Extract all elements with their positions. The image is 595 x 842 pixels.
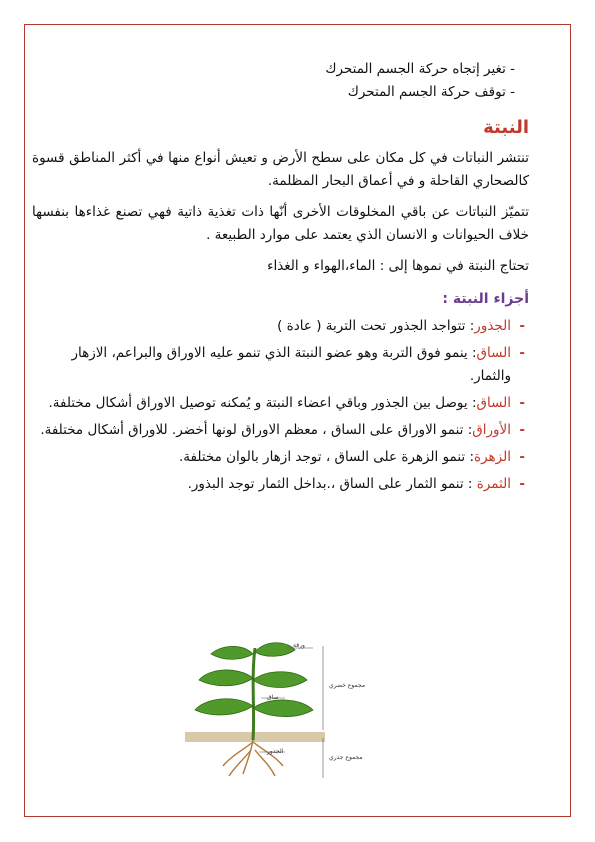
document-body: [32, 58, 529, 496]
intro-bullet-2: - توقف حركة الجسم المتحرك: [347, 84, 515, 100]
stem-shape: [253, 648, 255, 740]
leaf-mid-right: [253, 672, 307, 688]
part-text: : تنمو الزهرة على الساق ، توجد ازهار بالوان مختلفة.: [179, 449, 475, 465]
paragraph-distribution: تنتشر النباتات في كل مكان على سطح الأرض و تعيش أنواع منها في أكثر المناطق قسوة كالصحاري القاحلة و في أعماق البحار المظلمة.: [32, 150, 529, 189]
label-root-system: مجموع جذري: [329, 754, 363, 761]
bullet-dash: -: [519, 318, 525, 334]
parts-title: أجزاء النبتة :: [442, 291, 529, 307]
label-stem: ساق: [267, 694, 279, 701]
part-text: : يوصل بين الجذور وباقي اعضاء النبتة و يُمكنه توصيل الاوراق أشكال مختلفة.: [48, 395, 477, 411]
bullet-dash: -: [519, 449, 525, 465]
part-term: الجذور: [474, 318, 511, 334]
root-small-left: [229, 750, 251, 776]
label-leaf: ورقة: [293, 642, 305, 649]
bullet-dash: -: [519, 395, 525, 411]
soil-band: [185, 732, 325, 742]
plant-illustration: [185, 640, 400, 780]
part-term: الساق: [476, 395, 511, 411]
part-term: الزهرة: [474, 449, 511, 465]
label-shoot-system: مجموع خضري: [329, 682, 366, 689]
leaf-top-right: [255, 643, 295, 657]
bullet-dash: -: [519, 345, 525, 361]
part-text: : تنمو الاوراق على الساق ، معظم الاوراق لونها أخضر. للاوراق أشكال مختلفة.: [40, 422, 473, 438]
part-stem: [32, 342, 529, 388]
part-leaves: [32, 419, 529, 442]
part-roots: [32, 315, 529, 338]
part-fruit: [32, 473, 529, 496]
part-term: الساق: [476, 345, 511, 361]
part-text: : تتواجد الجذور تحت التربة ( عادة ): [277, 318, 475, 334]
part-term: الأوراق: [472, 422, 511, 438]
bullet-dash: -: [519, 476, 525, 492]
leaf-low-left: [195, 699, 253, 715]
paragraph-needs: تحتاج النبتة في نموها إلى : الماء،الهواء و الغذاء: [267, 258, 529, 274]
leaf-top-left: [211, 646, 253, 659]
plant-diagram: [185, 640, 400, 780]
leaf-mid-left: [199, 670, 253, 686]
intro-bullet-1: - تغير إتجاه حركة الجسم المتحرك: [325, 61, 515, 77]
bullet-dash: -: [519, 422, 525, 438]
label-root: الجذور: [267, 748, 284, 755]
paragraph-nutrition: تتميّز النباتات عن باقي المخلوقات الأخرى أنّها ذات تغذية ذاتية فهي تصنع غذاءها بنفسها خلاف الحيوانات و الانسان الذي يعتمد على موارد الطبيعة .: [32, 204, 529, 243]
part-text: : ينمو فوق التربة وهو عضو النبتة الذي تنمو عليه الاوراق والبراعم، الازهار والثمار.: [71, 345, 511, 384]
part-term: الثمرة: [476, 476, 511, 492]
part-stem-transport: [32, 392, 529, 415]
section-title: النبتة: [483, 117, 529, 138]
part-text: : تنمو الثمار على الساق ،.بداخل الثمار توجد البذور.: [187, 476, 477, 492]
roots-group: [223, 740, 283, 776]
part-flower: [32, 446, 529, 469]
leaf-low-right: [253, 700, 313, 717]
